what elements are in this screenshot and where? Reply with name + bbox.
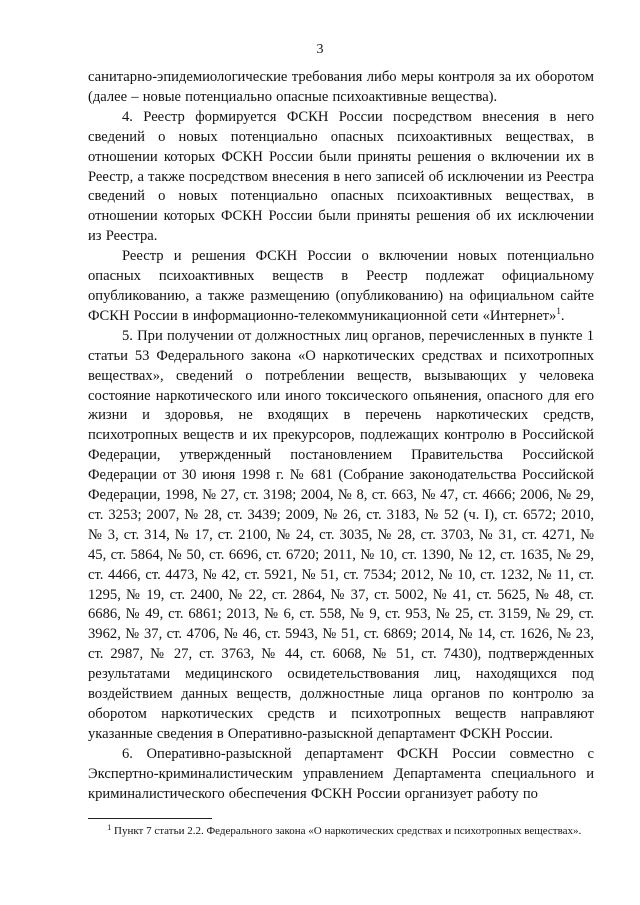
paragraph-publication-text: Реестр и решения ФСКН России о включении новых потенциально опасных психоактивных веществ в Реестр подлежат официальному опубликованию, а также размещению (опубликованию) на официальном сайте ФСКН России в информационно-телекоммуникационной сети «Интернет» — [88, 248, 594, 324]
paragraph-item-4: 4. Реестр формируется ФСКН России посредством внесения в него сведений о новых потенциально опасных психоактивных веществах, в отношении которых ФСКН России были приняты решения о включении их в Реестр, а также посредством внесения в него записей об исключении из Реестра сведений о новых потенциально опасных психоактивных веществах, в отношении которых ФСКН России были приняты решения об их исключении из Реестра. — [88, 108, 594, 245]
paragraph-item-6: 6. Оперативно-разыскной департамент ФСКН России совместно с Экспертно-криминалистическим управлением Департамента специального и криминалистического обеспечения ФСКН России организует работу по — [88, 745, 594, 802]
footnote — [88, 824, 594, 839]
paragraph-item-5: 5. При получении от должностных лиц органов, перечисленных в пункте 1 статьи 53 Федерального закона «О наркотических средствах и психотропных веществах», сведений о потреблении веществ, вызывающих у человека состояние наркотического или иного токсического опьянения, опасного для его жизни и здоровья, не входящих в перечень наркотических средств, психотропных веществ и их прекурсоров, подлежащих контролю в Российской Федерации, утвержденный постановлением Правительства Российской Федерации от 30 июня 1998 г. № 681 (Собрание законодательства Российской Федерации, 1998, № 27, ст. 3198; 2004, № 8, ст. 663, № 47, ст. 4666; 2006, № 29, ст. 3253; 2007, № 28, ст. 3439; 2009, № 26, ст. 3183, № 52 (ч. I), ст. 6572; 2010, № 3, ст. 314, № 17, ст. 2100, № 24, ст. 3035, № 28, ст. 3703, № 31, ст. 4271, № 45, ст. 5864, № 50, ст. 6696, ст. 6720; 2011, № 10, ст. 1390, № 12, ст. 1635, № 29, ст. 4466, ст. 4473, № 42, ст. 5921, № 51, ст. 7534; 2012, № 10, ст. 1232, № 11, ст. 1295, № 19, ст. 2400, № 22, ст. 2864, № 37, ст. 5002, № 41, ст. 5625, № 48, ст. 6686, № 49, ст. 6861; 2013, № 6, ст. 558, № 9, ст. 953, № 25, ст. 3159, № 29, ст. 3962, № 37, ст. 4706, № 46, ст. 5943, № 51, ст. 6869; 2014, № 14, ст. 1626, № 23, ст. 2987, № 27, ст. 3763, № 44, ст. 6068, № 51, ст. 7430), подтвержденных результатами медицинского освидетельствования лиц, находящихся под воздействием данных веществ, должностные лица органов по контролю за оборотом наркотических средств и психотропных веществ направляют указанные сведения в Оперативно-разыскной департамент ФСКН России. — [88, 327, 594, 742]
paragraph-publication — [88, 247, 594, 327]
footnote-divider — [88, 818, 212, 819]
paragraph-publication-end: . — [560, 307, 565, 324]
body-text — [88, 68, 594, 805]
page-number: 3 — [316, 42, 324, 57]
footnote-reference[interactable]: 1 — [556, 305, 561, 316]
footnote-text: Пункт 7 статьи 2.2. Федерального закона «О наркотических средствах и психотропных веществах». — [114, 825, 582, 837]
footnote-mark: 1 — [107, 823, 112, 832]
paragraph-continuation: санитарно-эпидемиологические требования либо меры контроля за их оборотом (далее – новые потенциально опасные психоактивные вещества). — [88, 69, 594, 105]
